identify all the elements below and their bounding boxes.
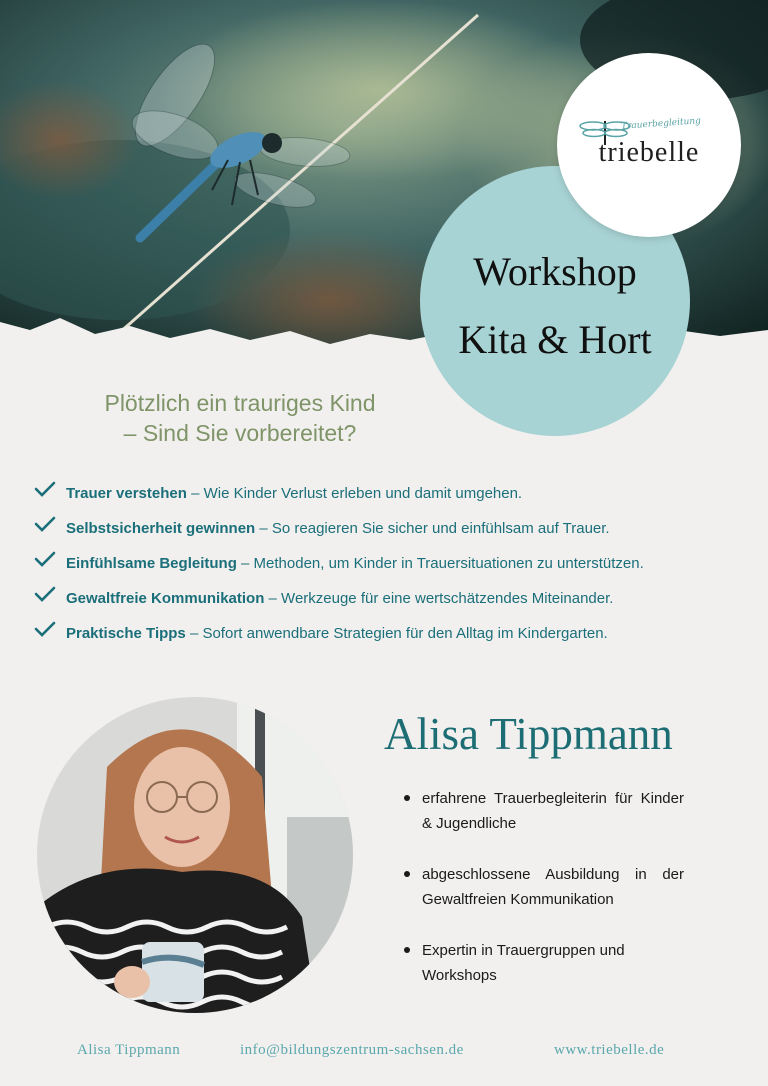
brand-tagline: Trauerbegleitung [620, 116, 702, 132]
benefit-title: Einfühlsame Begleitung [66, 555, 237, 572]
trainer-name: Alisa Tippmann [384, 709, 673, 759]
list-item: abgeschlossene Ausbildung in der Gewaltfreien Kommunikation [402, 862, 684, 912]
footer-name: Alisa Tippmann [77, 1042, 181, 1058]
list-item: Expertin in Trauergruppen und Workshops [402, 938, 684, 988]
workshop-title: Workshop [473, 249, 637, 294]
list-item [34, 552, 754, 587]
footer-website-link[interactable]: www.triebelle.de [554, 1042, 665, 1058]
benefit-text: – So reagieren Sie sicher und einfühlsam auf Trauer. [255, 520, 610, 537]
list-item [34, 517, 754, 552]
headline-line-1: Plötzlich ein trauriges Kind [104, 390, 376, 416]
list-item [34, 587, 754, 622]
brand-logo [557, 53, 741, 237]
headline [60, 388, 420, 448]
benefits-list [34, 482, 754, 657]
checkmark-icon [34, 585, 56, 603]
footer-email-link[interactable]: info@bildungszentrum-sachsen.de [240, 1042, 464, 1058]
list-item: erfahrene Trauerbegleiterin für Kinder & Jugendliche [402, 786, 684, 836]
checkmark-icon [34, 480, 56, 498]
list-item [34, 482, 754, 517]
benefit-title: Praktische Tipps [66, 625, 186, 642]
trainer-portrait [37, 697, 353, 1013]
checkmark-icon [34, 550, 56, 568]
benefit-title: Selbstsicherheit gewinnen [66, 520, 256, 537]
benefit-title: Trauer verstehen [66, 485, 187, 502]
benefit-text: – Werkzeuge für eine wertschätzendes Miteinander. [264, 590, 614, 607]
headline-line-2: – Sind Sie vorbereitet? [123, 420, 357, 446]
list-item [34, 622, 754, 657]
checkmark-icon [34, 620, 56, 638]
benefit-text: – Sofort anwendbare Strategien für den Alltag im Kindergarten. [185, 625, 608, 642]
benefit-title: Gewaltfreie Kommunikation [66, 590, 265, 607]
workshop-subtitle: Kita & Hort [458, 317, 652, 362]
checkmark-icon [34, 515, 56, 533]
brand-name: triebelle [598, 137, 700, 168]
qualifications-list [402, 786, 684, 988]
benefit-text: – Wie Kinder Verlust erleben und damit umgehen. [186, 485, 523, 502]
benefit-text: – Methoden, um Kinder in Trauersituationen zu unterstützen. [236, 555, 644, 572]
